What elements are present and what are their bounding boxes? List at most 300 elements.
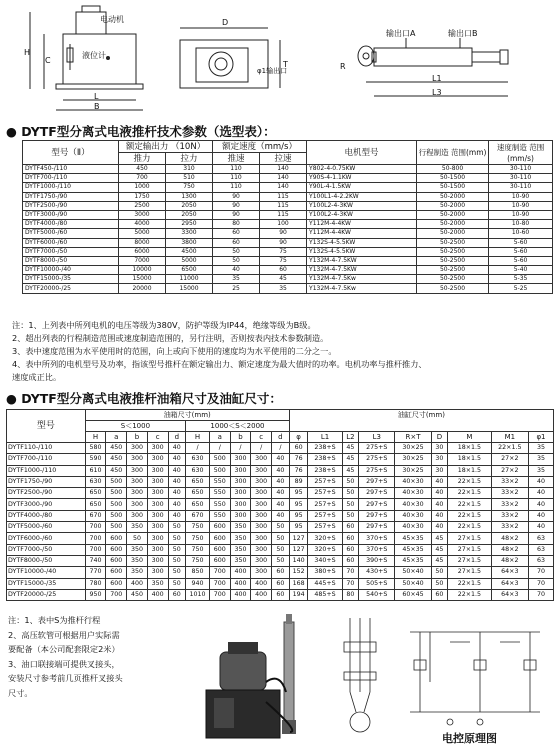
table-cell: 300 bbox=[147, 454, 168, 465]
table-cell: 500 bbox=[106, 522, 127, 533]
table-cell: 15000 bbox=[166, 284, 213, 293]
motor-label: 电动机 bbox=[100, 15, 124, 24]
table-cell: 2050 bbox=[166, 201, 213, 210]
col-force: 额定输出力 （10N） bbox=[119, 141, 213, 153]
table-cell: 238+S bbox=[308, 454, 342, 465]
table-cell: DYTF20000-/25 bbox=[23, 284, 119, 293]
table-cell: 30-110 bbox=[489, 165, 553, 174]
table-cell: 60 bbox=[272, 567, 290, 578]
table-row bbox=[23, 201, 553, 210]
table-cell: 127 bbox=[289, 533, 308, 544]
table-cell: 400 bbox=[127, 578, 148, 589]
table-cell: Y132M-4-7.5KW bbox=[307, 256, 417, 265]
table-cell: 350 bbox=[230, 544, 251, 555]
table-cell: 50 bbox=[431, 567, 448, 578]
table-cell: 50 bbox=[168, 522, 186, 533]
table-cell: 50-2500 bbox=[417, 284, 489, 293]
table-cell: Y132S-4-5.5KW bbox=[307, 247, 417, 256]
table-cell: 257+S bbox=[308, 476, 342, 487]
table-cell: 90 bbox=[213, 192, 260, 201]
table-cell: 590 bbox=[85, 454, 106, 465]
table-cell: 50-2500 bbox=[417, 238, 489, 247]
table-cell: 63 bbox=[528, 555, 553, 566]
table-cell: 950 bbox=[85, 589, 106, 600]
table-cell: 95 bbox=[289, 510, 308, 521]
table-cell: 45 bbox=[342, 454, 359, 465]
table-cell: 300 bbox=[251, 465, 272, 476]
table-cell: 95 bbox=[289, 488, 308, 499]
note-line: 安装尺寸参考前几页推杆叉接头 bbox=[8, 673, 123, 683]
table-cell: DYTF8000-/50 bbox=[7, 555, 86, 566]
dim-H: H bbox=[24, 48, 31, 57]
table-cell: 80 bbox=[342, 589, 359, 600]
dim-L3: L3 bbox=[432, 88, 442, 97]
table-cell: DYTF6000-/60 bbox=[23, 238, 119, 247]
table-cell: 48×2 bbox=[491, 555, 528, 566]
table-cell: 5000 bbox=[119, 229, 166, 238]
table-cell: 257+S bbox=[308, 488, 342, 499]
table-cell: 27×2 bbox=[491, 454, 528, 465]
table-cell: 350 bbox=[230, 522, 251, 533]
table-cell: 630 bbox=[186, 465, 210, 476]
note-line: 3、油口联接端可提供叉接头， bbox=[8, 658, 120, 669]
table-cell: 7000 bbox=[119, 256, 166, 265]
table-cell: 6000 bbox=[119, 247, 166, 256]
table-cell: 40 bbox=[168, 488, 186, 499]
table-cell: 30 bbox=[431, 465, 448, 476]
table-cell: 40×30 bbox=[395, 476, 431, 487]
table-cell: 63 bbox=[528, 544, 553, 555]
table-cell: 40 bbox=[272, 488, 290, 499]
table-cell: 500 bbox=[209, 454, 230, 465]
table-cell: 600 bbox=[209, 544, 230, 555]
table-cell: 257+S bbox=[308, 522, 342, 533]
table-cell: 3000 bbox=[119, 210, 166, 219]
table-cell: 50 bbox=[168, 544, 186, 555]
table-cell: DYTF110-/110 bbox=[7, 443, 86, 454]
table-cell: 30×25 bbox=[395, 443, 431, 454]
port-label: φ1输出口 bbox=[257, 67, 288, 75]
table-cell: 115 bbox=[260, 201, 307, 210]
table-row bbox=[7, 533, 554, 544]
section1-notes bbox=[12, 319, 427, 384]
table-cell: 40 bbox=[272, 499, 290, 510]
table-cell: 75 bbox=[260, 256, 307, 265]
table-cell: 700 bbox=[209, 567, 230, 578]
table-cell: / bbox=[209, 443, 230, 454]
table-cell: 1750 bbox=[119, 192, 166, 201]
table-cell: 76 bbox=[289, 465, 308, 476]
table-cell: 300 bbox=[147, 510, 168, 521]
table-cell: 370+S bbox=[359, 533, 395, 544]
table-cell: Y100L2-4-3KW bbox=[307, 210, 417, 219]
table-row bbox=[7, 454, 554, 465]
table-cell: 50-2500 bbox=[417, 247, 489, 256]
sub-header: c bbox=[147, 432, 168, 443]
sub-header: c bbox=[251, 432, 272, 443]
table-cell: 95 bbox=[289, 499, 308, 510]
table-cell: DYTF7000-/50 bbox=[23, 247, 119, 256]
dimension-drawing bbox=[0, 0, 560, 118]
table-cell: 650 bbox=[186, 499, 210, 510]
table-cell: / bbox=[251, 443, 272, 454]
table-cell: 300 bbox=[251, 567, 272, 578]
table-cell: 22×1.5 bbox=[448, 589, 491, 600]
table-cell: 700 bbox=[85, 533, 106, 544]
section2-notes bbox=[8, 613, 123, 700]
table-cell: 3800 bbox=[166, 238, 213, 247]
table-cell: 35 bbox=[213, 275, 260, 284]
table-cell: 80 bbox=[213, 220, 260, 229]
table-cell: 30×25 bbox=[395, 454, 431, 465]
table-cell: Y90S-4-1.1KW bbox=[307, 174, 417, 183]
table-cell: 600 bbox=[106, 567, 127, 578]
circuit-caption: 电控原理图 bbox=[442, 732, 497, 745]
table-cell: / bbox=[272, 443, 290, 454]
table-cell: 40 bbox=[431, 476, 448, 487]
table-cell: 500 bbox=[106, 499, 127, 510]
table-cell: 8000 bbox=[119, 238, 166, 247]
table-cell: 50 bbox=[168, 567, 186, 578]
table-cell: 297+S bbox=[359, 488, 395, 499]
table-cell: 27×1.5 bbox=[448, 567, 491, 578]
table-cell: 115 bbox=[260, 192, 307, 201]
table-cell: 60 bbox=[342, 522, 359, 533]
table-cell: 600 bbox=[106, 544, 127, 555]
table-cell: Y132S-4-5.5KW bbox=[307, 238, 417, 247]
table-cell: 60 bbox=[272, 578, 290, 589]
table-cell: 89 bbox=[289, 476, 308, 487]
table-row bbox=[7, 443, 554, 454]
table-cell: DYTF1750-/90 bbox=[23, 192, 119, 201]
table-cell: 33×2 bbox=[491, 499, 528, 510]
table-cell: 300 bbox=[251, 476, 272, 487]
table-cell: 300 bbox=[251, 544, 272, 555]
table-cell: 40 bbox=[168, 476, 186, 487]
table-cell: 500 bbox=[106, 476, 127, 487]
table-cell: 140 bbox=[260, 183, 307, 192]
table-cell: 70 bbox=[342, 578, 359, 589]
table-cell: 64×3 bbox=[491, 567, 528, 578]
table-cell: 33×2 bbox=[491, 476, 528, 487]
table-cell: 300 bbox=[230, 488, 251, 499]
table-cell: 30-110 bbox=[489, 183, 553, 192]
sub-header: L1 bbox=[308, 432, 342, 443]
col-speed: 额定速度（mm/s） bbox=[213, 141, 307, 153]
table-cell: 40 bbox=[431, 522, 448, 533]
table-cell: 50 bbox=[213, 247, 260, 256]
table-cell: 2500 bbox=[119, 201, 166, 210]
sub-header: L2 bbox=[342, 432, 359, 443]
table-cell: 257+S bbox=[308, 510, 342, 521]
table-cell: 300 bbox=[251, 454, 272, 465]
table-cell: 40 bbox=[168, 510, 186, 521]
table-cell: 40 bbox=[272, 510, 290, 521]
table-cell: 60 bbox=[342, 533, 359, 544]
table-cell: 40 bbox=[528, 510, 553, 521]
table-cell: 18×1.5 bbox=[448, 465, 491, 476]
table-cell: 5-35 bbox=[489, 275, 553, 284]
sub-header: R×T bbox=[395, 432, 431, 443]
table-cell: 750 bbox=[186, 544, 210, 555]
table-cell: 600 bbox=[106, 578, 127, 589]
table-cell: 60 bbox=[260, 266, 307, 275]
table-cell: DYTF450-/110 bbox=[23, 165, 119, 174]
note-line: 注：1、表中S为推杆行程 bbox=[8, 615, 101, 625]
table-cell: 300 bbox=[127, 488, 148, 499]
table-cell: 750 bbox=[186, 522, 210, 533]
table-cell: 300 bbox=[147, 567, 168, 578]
table-cell: 650 bbox=[186, 476, 210, 487]
sub-header: a bbox=[106, 432, 127, 443]
table-cell: 60 bbox=[168, 589, 186, 600]
table-cell: 50×40 bbox=[395, 578, 431, 589]
table-cell: 297+S bbox=[359, 510, 395, 521]
table-cell: DYTF700-/110 bbox=[7, 454, 86, 465]
table-cell: 300 bbox=[251, 499, 272, 510]
table-cell: 700 bbox=[209, 578, 230, 589]
table-cell: 10-90 bbox=[489, 210, 553, 219]
table-cell: 275+S bbox=[359, 443, 395, 454]
table-cell: 3300 bbox=[166, 229, 213, 238]
table-cell: 50-2500 bbox=[417, 275, 489, 284]
table-cell: 60 bbox=[213, 238, 260, 247]
table-cell: 70 bbox=[528, 567, 553, 578]
note-line: 2、高压软管可根据用户实际需 bbox=[8, 629, 120, 640]
table-cell: DYTF7000-/50 bbox=[7, 544, 86, 555]
table-cell: 670 bbox=[186, 510, 210, 521]
table-cell: 550 bbox=[209, 499, 230, 510]
table-cell: 45×35 bbox=[395, 555, 431, 566]
table-cell: 750 bbox=[186, 533, 210, 544]
note-line: 4、表中所列的电机型号及功率，指该型号推杆在额定输出力、额定速度为最大值时的功率。电机功率与推杆推力、 bbox=[12, 359, 427, 369]
table-cell: 40×30 bbox=[395, 488, 431, 499]
table-cell: 300 bbox=[147, 544, 168, 555]
table-cell: 5-60 bbox=[489, 256, 553, 265]
table-cell: 33×2 bbox=[491, 510, 528, 521]
table-cell: DYTF1000-/110 bbox=[23, 183, 119, 192]
table-cell: 22×1.5 bbox=[448, 522, 491, 533]
dim-B: B bbox=[94, 102, 100, 111]
table-cell: 22×1.5 bbox=[448, 499, 491, 510]
table-cell: 63 bbox=[528, 533, 553, 544]
note-line: 尺寸。 bbox=[8, 687, 33, 698]
table-cell: 50-2000 bbox=[417, 210, 489, 219]
table-cell: 50 bbox=[168, 555, 186, 566]
table-cell: DYTF4000-/80 bbox=[23, 220, 119, 229]
table-cell: 550 bbox=[209, 476, 230, 487]
table-cell: 35 bbox=[528, 443, 553, 454]
table-cell: 6500 bbox=[166, 266, 213, 275]
table-row bbox=[23, 183, 553, 192]
sub-header: b bbox=[230, 432, 251, 443]
table-cell: 50×40 bbox=[395, 567, 431, 578]
table-row bbox=[23, 192, 553, 201]
table-cell: 70 bbox=[528, 589, 553, 600]
table-cell: 400 bbox=[230, 578, 251, 589]
table-cell: 22×1.5 bbox=[448, 488, 491, 499]
table-cell: 300 bbox=[147, 522, 168, 533]
table-cell: 630 bbox=[186, 454, 210, 465]
table-cell: 140 bbox=[260, 165, 307, 174]
table-cell: 500 bbox=[209, 465, 230, 476]
sub-header: L3 bbox=[359, 432, 395, 443]
table-cell: 300 bbox=[251, 488, 272, 499]
table-cell: 750 bbox=[166, 183, 213, 192]
table-cell: 110 bbox=[213, 174, 260, 183]
table-cell: 50 bbox=[272, 522, 290, 533]
table-cell: 450 bbox=[119, 165, 166, 174]
table-cell: 300 bbox=[147, 533, 168, 544]
table-cell: 60 bbox=[342, 544, 359, 555]
table-cell: 50 bbox=[272, 555, 290, 566]
sub-header: a bbox=[209, 432, 230, 443]
table-cell: 4000 bbox=[119, 220, 166, 229]
table-cell: 700 bbox=[106, 589, 127, 600]
table-cell: 50 bbox=[342, 510, 359, 521]
table-cell: 40×30 bbox=[395, 510, 431, 521]
col-pull: 拉力 bbox=[166, 153, 213, 165]
table-cell: DYTF20000-/25 bbox=[7, 589, 86, 600]
table-cell: 450 bbox=[106, 465, 127, 476]
table-cell: 350 bbox=[147, 578, 168, 589]
table-cell: 310 bbox=[166, 165, 213, 174]
table-cell: DYTF15000-/35 bbox=[23, 275, 119, 284]
table-cell: 45 bbox=[342, 443, 359, 454]
table-cell: 300 bbox=[127, 510, 148, 521]
table-cell: 297+S bbox=[359, 476, 395, 487]
table-cell: 550 bbox=[209, 488, 230, 499]
table-cell: 2950 bbox=[166, 220, 213, 229]
table-cell: 600 bbox=[106, 555, 127, 566]
table-cell: 300 bbox=[147, 465, 168, 476]
table-cell: 50-2000 bbox=[417, 201, 489, 210]
table-row bbox=[23, 247, 553, 256]
table-cell: 33×2 bbox=[491, 488, 528, 499]
note-line: 2、超出列表的行程制造范围或速度制造范围的，另行注明，否则按表内技术参数制造。 bbox=[12, 333, 329, 343]
table-cell: 40×30 bbox=[395, 522, 431, 533]
table-cell: 350 bbox=[230, 533, 251, 544]
table-cell: Y132M-4-7.5Kw bbox=[307, 275, 417, 284]
table-cell: 50-2000 bbox=[417, 220, 489, 229]
table-cell: 60 bbox=[431, 589, 448, 600]
table-cell: DYTF1750-/90 bbox=[7, 476, 86, 487]
table-cell: 30-110 bbox=[489, 174, 553, 183]
table-cell: DYTF8000-/50 bbox=[23, 256, 119, 265]
table-row bbox=[23, 210, 553, 219]
table-cell: 400 bbox=[251, 578, 272, 589]
table-cell: 750 bbox=[186, 555, 210, 566]
table-row bbox=[23, 174, 553, 183]
table-cell: 40 bbox=[431, 488, 448, 499]
table-cell: 45×35 bbox=[395, 544, 431, 555]
table-cell: 40 bbox=[431, 510, 448, 521]
table-cell: 40 bbox=[528, 488, 553, 499]
table-cell: 50-2000 bbox=[417, 229, 489, 238]
table-cell: Y802-4-0.75KW bbox=[307, 165, 417, 174]
table-cell: 2050 bbox=[166, 210, 213, 219]
table-cell: 740 bbox=[85, 555, 106, 566]
table-cell: 22×1.5 bbox=[448, 510, 491, 521]
table-cell: 15000 bbox=[119, 275, 166, 284]
table-cell: 485+S bbox=[308, 589, 342, 600]
table-cell: 50 bbox=[342, 488, 359, 499]
table-cell: 610 bbox=[85, 465, 106, 476]
table-cell: 20000 bbox=[119, 284, 166, 293]
table-cell: 650 bbox=[85, 488, 106, 499]
table-cell: 505+S bbox=[359, 578, 395, 589]
dim-L1: L1 bbox=[432, 74, 442, 83]
table-cell: 350 bbox=[127, 522, 148, 533]
table-cell: 10-90 bbox=[489, 201, 553, 210]
table-cell: 600 bbox=[209, 555, 230, 566]
table-row bbox=[23, 220, 553, 229]
table-cell: 40×30 bbox=[395, 499, 431, 510]
sub-header: D bbox=[431, 432, 448, 443]
table-cell: 60×45 bbox=[395, 589, 431, 600]
table-cell: 35 bbox=[260, 284, 307, 293]
dim-C: C bbox=[45, 56, 51, 65]
circuit-diagram bbox=[330, 612, 555, 752]
table-cell: 500 bbox=[106, 510, 127, 521]
table-cell: 35 bbox=[528, 454, 553, 465]
table-row bbox=[7, 488, 554, 499]
table-row bbox=[7, 476, 554, 487]
table-cell: 194 bbox=[289, 589, 308, 600]
table-cell: 50 bbox=[342, 476, 359, 487]
col-s2: 1000＜S＜2000 bbox=[186, 421, 290, 432]
table-cell: 168 bbox=[289, 578, 308, 589]
table-cell: 60 bbox=[289, 443, 308, 454]
sub-header: φ bbox=[289, 432, 308, 443]
table-cell: 30 bbox=[431, 454, 448, 465]
table-cell: 18×1.5 bbox=[448, 454, 491, 465]
table-cell: 40 bbox=[168, 454, 186, 465]
table-cell: 35 bbox=[528, 465, 553, 476]
table-cell: 30×25 bbox=[395, 465, 431, 476]
table-cell: 45 bbox=[431, 555, 448, 566]
table-cell: 48×2 bbox=[491, 533, 528, 544]
table-cell: DYTF5000-/60 bbox=[7, 522, 86, 533]
table-cell: 350 bbox=[127, 567, 148, 578]
table-cell: 300 bbox=[147, 488, 168, 499]
table-row bbox=[7, 555, 554, 566]
table-cell: DYTF6000-/60 bbox=[7, 533, 86, 544]
table-cell: 450 bbox=[106, 443, 127, 454]
table-cell: 650 bbox=[186, 488, 210, 499]
table-cell: 90 bbox=[260, 229, 307, 238]
table-row bbox=[7, 499, 554, 510]
table-cell: 300 bbox=[230, 499, 251, 510]
table-row bbox=[7, 567, 554, 578]
sub-header: M bbox=[448, 432, 491, 443]
table-cell: 550 bbox=[209, 510, 230, 521]
table-cell: 500 bbox=[106, 488, 127, 499]
table-cell: 40 bbox=[431, 499, 448, 510]
table-cell: 670 bbox=[85, 510, 106, 521]
table-cell: 450 bbox=[127, 589, 148, 600]
table-cell: / bbox=[230, 443, 251, 454]
table-cell: Y132M-4-7.5KW bbox=[307, 266, 417, 275]
table-cell: 297+S bbox=[359, 499, 395, 510]
table-cell: 380+S bbox=[308, 567, 342, 578]
dim-R: R bbox=[340, 62, 346, 71]
table-cell: 127 bbox=[289, 544, 308, 555]
level-label: 液位计 bbox=[82, 51, 106, 60]
table-cell: 300 bbox=[230, 465, 251, 476]
table-cell: 40 bbox=[528, 476, 553, 487]
table-cell: 40 bbox=[168, 465, 186, 476]
